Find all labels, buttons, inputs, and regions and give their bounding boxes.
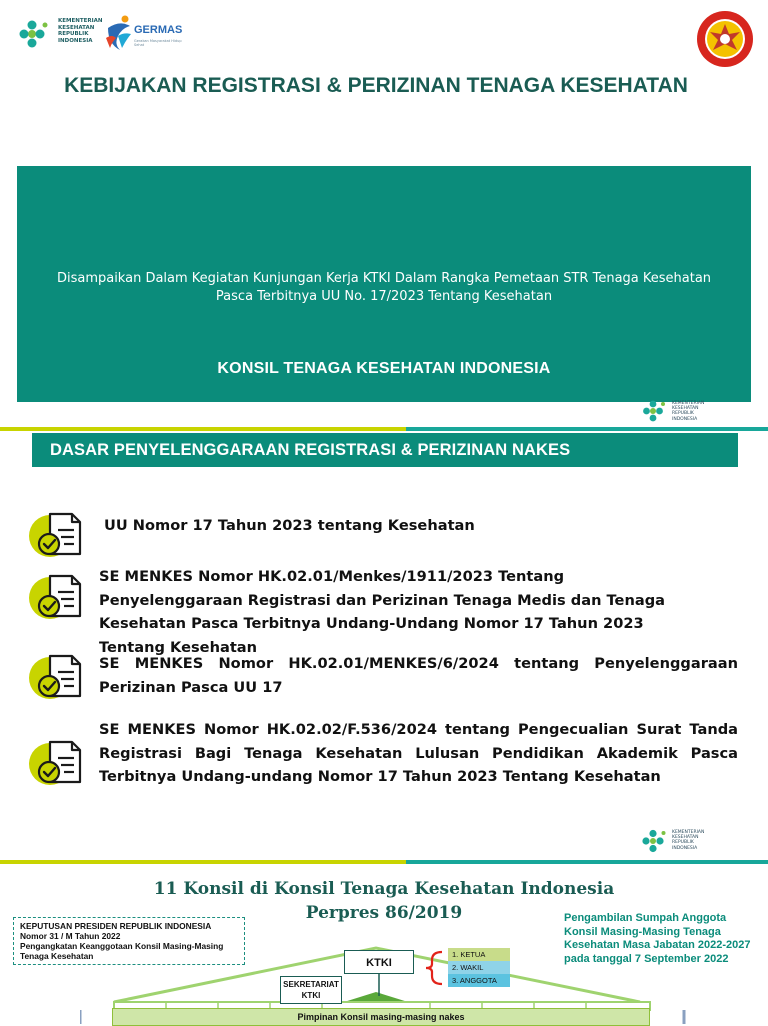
document-check-icon <box>28 510 84 558</box>
divider-teal <box>406 427 768 431</box>
divider-teal <box>406 860 768 864</box>
slide2-header <box>32 433 738 467</box>
keputusan-line1: KEPUTUSAN PRESIDEN REPUBLIK INDONESIA <box>20 921 212 931</box>
sumpah-note: Pengambilan Sumpah Anggota Konsil Masing-Masing Tenaga Kesehatan Masa Jabatan 2022-2027 pada tanggal 7 September 2022 <box>564 912 751 965</box>
slide2-header-text: DASAR PENYELENGGARAAN REGISTRASI & PERIZINAN NAKES <box>50 441 571 459</box>
kemkes-flower-icon <box>18 16 58 52</box>
role-ketua: 1. KETUA <box>448 948 510 961</box>
germas-wordmark: GERMAS <box>134 24 183 36</box>
kemkes-logo-text: KEMENTERIAN KESEHATAN REPUBLIK INDONESIA <box>58 18 103 44</box>
role-anggota: 3. ANGGOTA <box>448 974 510 987</box>
kemkes-mini-logo <box>642 826 706 852</box>
keputusan-line2: Nomor 31 / M Tahun 2022 <box>20 931 121 941</box>
kemkes-mini-logo-text: KEMENTERIAN KESEHATAN REPUBLIK INDONESIA <box>672 401 705 422</box>
roof-apex <box>344 992 408 1002</box>
title-panel <box>17 166 751 402</box>
legal-basis-item-4: SE MENKES Nomor HK.02.02/F.536/2024 tentang Pengecualian Surat Tanda Registrasi Bagi Tenaga Kesehatan Lulusan Pendidikan Akademik Pasca Terbitnya Undang-undang Nomor 17 Tahun 2023 Tentang Kesehatan <box>99 721 738 785</box>
legal-basis-item-2: SE MENKES Nomor HK.02.01/Menkes/1911/2023 Tentang Penyelenggaraan Registrasi dan Perizinan Tenaga Medis dan Tenaga Kesehatan Pasca Terbitnya Undang-Undang Nomor 17 Tahun 2023 Tentang Kesehatan <box>99 568 665 656</box>
slide3-title-line2: Perpres 86/2019 <box>305 903 463 923</box>
germas-logo <box>104 14 188 52</box>
document-check-icon <box>28 652 84 700</box>
legal-basis-item-3: SE MENKES Nomor HK.02.01/MENKES/6/2024 tentang Penyelenggaraan Perizinan Pasca UU 17 <box>99 655 738 696</box>
kemkes-logo <box>18 16 102 52</box>
ktki-seal-icon <box>696 10 754 68</box>
role-wakil: 2. WAKIL <box>448 961 510 974</box>
kemkes-flower-icon <box>642 398 672 424</box>
kemkes-mini-logo-text: KEMENTERIAN KESEHATAN REPUBLIK INDONESIA <box>672 830 705 851</box>
roles-bracket <box>426 952 442 984</box>
legal-basis-item-1: UU Nomor 17 Tahun 2023 tentang Kesehatan <box>104 517 475 534</box>
document-check-icon <box>28 572 84 620</box>
keputusan-line3: Pengangkatan Keanggotaan Konsil Masing-Masing Tenaga Kesehatan <box>20 941 224 961</box>
slide1-subtitle: Disampaikan Dalam Kegiatan Kunjungan Kerja KTKI Dalam Rangka Pemetaan STR Tenaga Kesehatan Pasca Terbitnya UU No. 17/2023 Tentang Kesehatan <box>56 271 712 304</box>
germas-tagline: Gerakan Masyarakat Hidup Sehat <box>134 39 182 47</box>
divider-lime <box>0 427 406 431</box>
sekretariat-line2: KTKI <box>301 990 321 1000</box>
kemkes-flower-icon <box>642 826 672 856</box>
document-check-icon <box>28 738 84 786</box>
sekretariat-line1: SEKRETARIAT <box>283 980 339 989</box>
pimpinan-bar: Pimpinan Konsil masing-masing nakes <box>112 1008 650 1026</box>
slide1-title: KEBIJAKAN REGISTRASI & PERIZINAN TENAGA KESEHATAN <box>64 74 688 97</box>
germas-figure-icon <box>104 14 134 52</box>
ktki-box: KTKI <box>344 950 414 974</box>
sekretariat-box <box>280 976 342 1004</box>
slide3-title-line1: 11 Konsil di Konsil Tenaga Kesehatan Indonesia <box>153 879 615 899</box>
organization-name: KONSIL TENAGA KESEHATAN INDONESIA <box>217 360 551 377</box>
divider-lime <box>0 860 406 864</box>
kemkes-mini-logo <box>642 398 706 424</box>
